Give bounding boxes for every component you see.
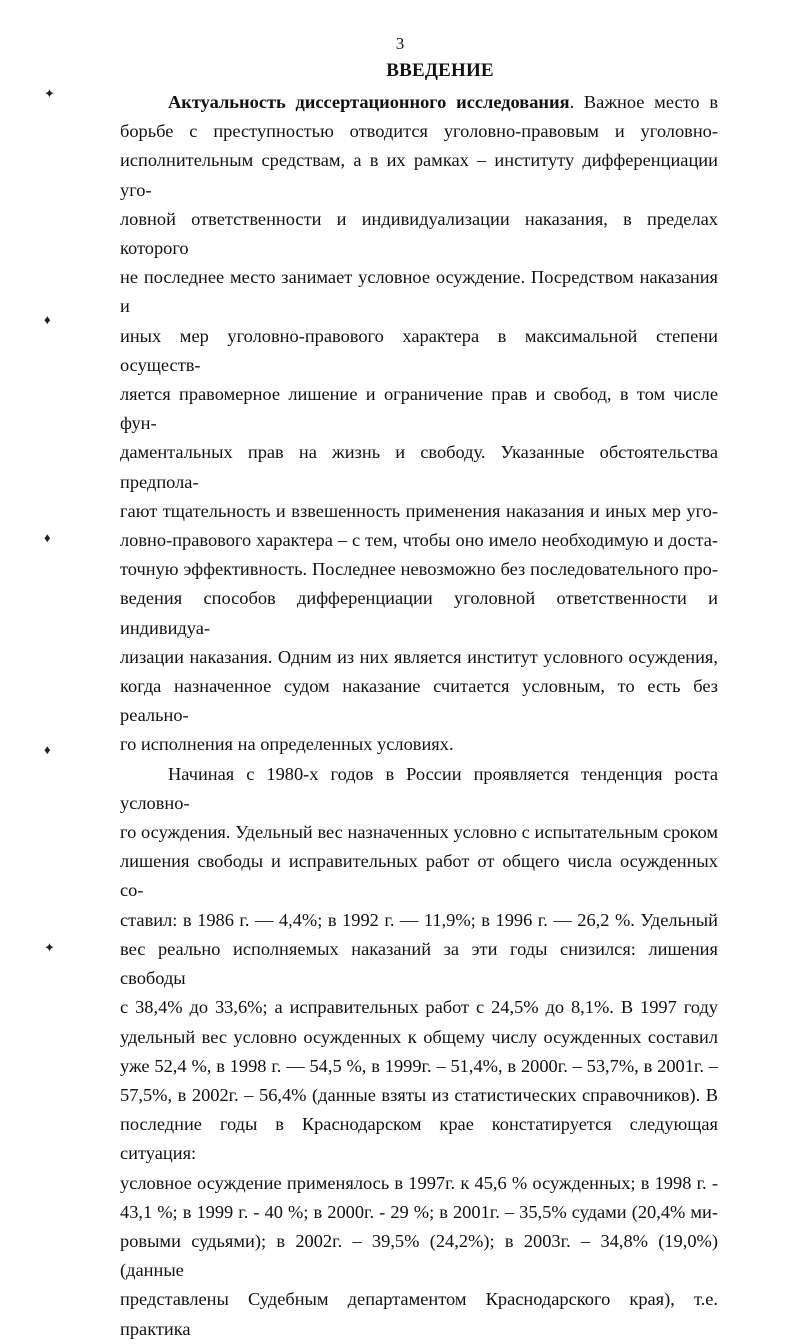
- paragraph-line: ставил: в 1986 г. — 4,4%; в 1992 г. — 11,9%; в 1996 г. — 26,2 %. Удельный: [120, 909, 718, 930]
- paragraph-line: когда назначенное судом наказание считается условным, то есть без реально-: [120, 676, 718, 726]
- margin-mark-icon: ✦: [44, 86, 55, 101]
- paragraph-line: точную эффективность. Последнее невозможно без последовательного про-: [120, 559, 718, 580]
- paragraph-line: условное осуждение применялось в 1997г. к 45,6 % осужденных; в 1998 г. -: [120, 1172, 718, 1193]
- paragraph-line: ведения способов дифференциации уголовной ответственности и индивидуа-: [120, 588, 718, 638]
- paragraph-line: Актуальность диссертационного исследования. Важное место в: [168, 92, 719, 112]
- section-title: ВВЕДЕНИЕ: [386, 60, 494, 81]
- lead-heading: Актуальность диссертационного исследования: [168, 92, 570, 112]
- paragraph-line: ляется правомерное лишение и ограничение прав и свобод, в том числе фун-: [120, 384, 718, 434]
- paragraph-line: го исполнения на определенных условиях.: [120, 734, 454, 755]
- body-text: [120, 88, 718, 1344]
- paragraph-line: представлены Судебным департаментом Краснодарского края), т.е. практика: [120, 1289, 718, 1339]
- paragraph-line: удельный вес условно осужденных к общему числу осужденных составил: [120, 1026, 718, 1047]
- paragraph-line: го осуждения. Удельный вес назначенных условно с испытательным сроком: [120, 822, 718, 843]
- paragraph-line: ловной ответственности и индивидуализации наказания, в пределах которого: [120, 208, 718, 259]
- paragraph-line: 43,1 %; в 1999 г. - 40 %; в 2000г. - 29 %; в 2001г. – 35,5% судами (20,4% ми-: [120, 1201, 718, 1222]
- paragraph-line: уже 52,4 %, в 1998 г. — 54,5 %, в 1999г. – 51,4%, в 2000г. – 53,7%, в 2001г. –: [120, 1055, 718, 1076]
- paragraph-line: гают тщательность и взвешенность применения наказания и иных мер уго-: [120, 500, 718, 521]
- paragraph-line: Начиная с 1980-х годов в России проявляется тенденция роста условно-: [120, 763, 718, 813]
- margin-mark-icon: ♦: [44, 312, 51, 327]
- paragraph-line: 57,5%, в 2002г. – 56,4% (данные взяты из статистических справочников). В: [120, 1084, 718, 1105]
- paragraph-line: ловно-правового характера – с тем, чтобы оно имело необходимую и доста-: [120, 530, 718, 551]
- paragraph-line: лизации наказания. Одним из них является институт условного осуждения,: [120, 646, 718, 667]
- paragraph-line: последние годы в Краснодарском крае констатируется следующая ситуация:: [120, 1114, 718, 1164]
- paragraph-line: ровыми судьями); в 2002г. – 39,5% (24,2%); в 2003г. – 34,8% (19,0%) (данные: [120, 1230, 718, 1281]
- paragraph-line: лишения свободы и исправительных работ от общего числа осужденных со-: [120, 851, 718, 901]
- margin-mark-icon: ♦: [44, 530, 51, 545]
- margin-mark-icon: ♦: [44, 742, 51, 757]
- paragraph-line: даментальных прав на жизнь и свободу. Указанные обстоятельства предпола-: [120, 442, 718, 492]
- paragraph-line: с 38,4% до 33,6%; а исправительных работ с 24,5% до 8,1%. В 1997 году: [120, 997, 718, 1018]
- paragraph-line: иных мер уголовно-правового характера в максимальной степени осуществ-: [120, 325, 718, 375]
- paragraph-line: борьбе с преступностью отводится уголовно-правовым и уголовно-: [120, 121, 718, 142]
- paragraph-line: вес реально исполняемых наказаний за эти годы снизился: лишения свободы: [120, 938, 718, 989]
- margin-mark-icon: ✦: [44, 940, 55, 955]
- paragraph-line: не последнее место занимает условное осуждение. Посредством наказания и: [120, 267, 718, 317]
- page-number: 3: [395, 34, 405, 53]
- paragraph-line: исполнительным средствам, а в их рамках – институту дифференциации уго-: [120, 150, 718, 200]
